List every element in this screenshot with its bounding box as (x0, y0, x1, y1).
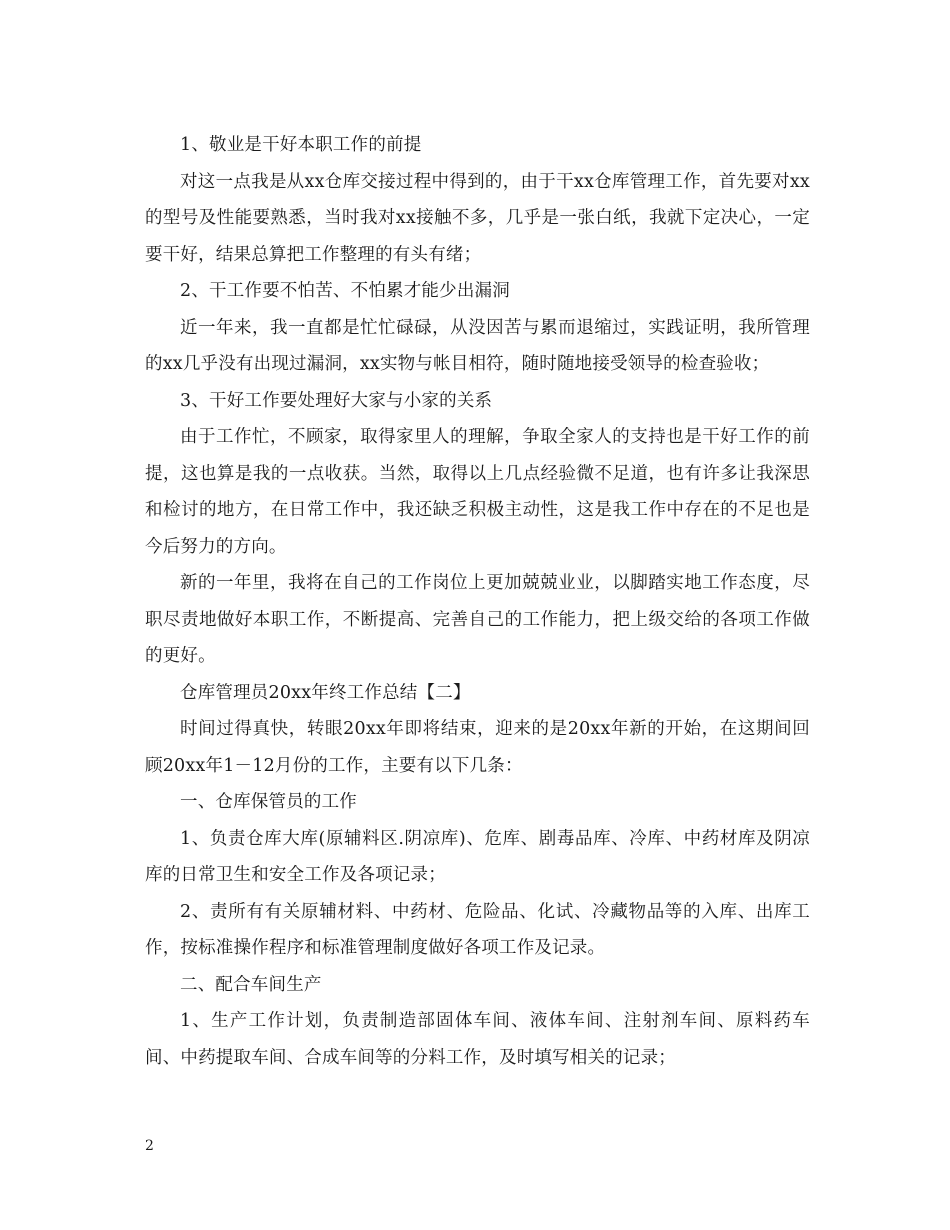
section-heading-workshop-production: 二、配合车间生产 (180, 974, 322, 995)
section-heading-1: 1、敬业是干好本职工作的前提 (180, 135, 422, 155)
page-number: 2 (145, 1138, 154, 1154)
body-paragraph: 对这一点我是从xx仓库交接过程中得到的，由于干xx仓库管理工作，首先要对xx的型号及性能要熟悉，当时我对xx接触不多，几乎是一张白纸，我就下定决心，一定要干好，结果总算把工作整理的有头有绪； (145, 171, 810, 265)
list-item: 1、生产工作计划，负责制造部固体车间、液体车间、注射剂车间、原料药车间、中药提取车间、合成车间等的分料工作，及时填写相关的记录； (145, 1011, 810, 1068)
body-paragraph: 近一年来，我一直都是忙忙碌碌，从没因苦与累而退缩过，实践证明，我所管理的xx几乎没有出现过漏洞，xx实物与帐目相符，随时随地接受领导的检查验收； (145, 317, 810, 374)
body-paragraph: 新的一年里，我将在自己的工作岗位上更加兢兢业业，以脚踏实地工作态度，尽职尽责地做好本职工作，不断提高、完善自己的工作能力，把上级交给的各项工作做的更好。 (145, 573, 810, 666)
body-paragraph: 时间过得真快，转眼20xx年即将结束，迎来的是20xx年新的开始，在这期间回顾20xx年1－12月份的工作，主要有以下几条： (145, 719, 810, 776)
list-item: 1、负责仓库大库(原辅料区.阴凉库)、危库、剧毒品库、冷库、中药材库及阴凉库的日常卫生和安全工作及各项记录； (145, 828, 810, 885)
body-paragraph: 由于工作忙，不顾家，取得家里人的理解，争取全家人的支持也是干好工作的前提，这也算是我的一点收获。当然，取得以上几点经验微不足道，也有许多让我深思和检讨的地方，在日常工作中，我还缺乏积极主动性，这是我工作中存在的不足也是今后努力的方向。 (145, 427, 810, 557)
document-body (145, 127, 810, 1076)
document-subtitle: 仓库管理员20xx年终工作总结【二】 (180, 682, 471, 703)
section-heading-3: 3、干好工作要处理好大家与小家的关系 (180, 390, 493, 411)
list-item: 2、责所有有关原辅材料、中药材、危险品、化试、冷藏物品等的入库、出库工作，按标准操作程序和标准管理制度做好各项工作及记录。 (145, 901, 810, 958)
section-heading-warehouse-keeper: 一、仓库保管员的工作 (180, 792, 357, 812)
section-heading-2: 2、干工作要不怕苦、不怕累才能少出漏洞 (180, 281, 510, 301)
